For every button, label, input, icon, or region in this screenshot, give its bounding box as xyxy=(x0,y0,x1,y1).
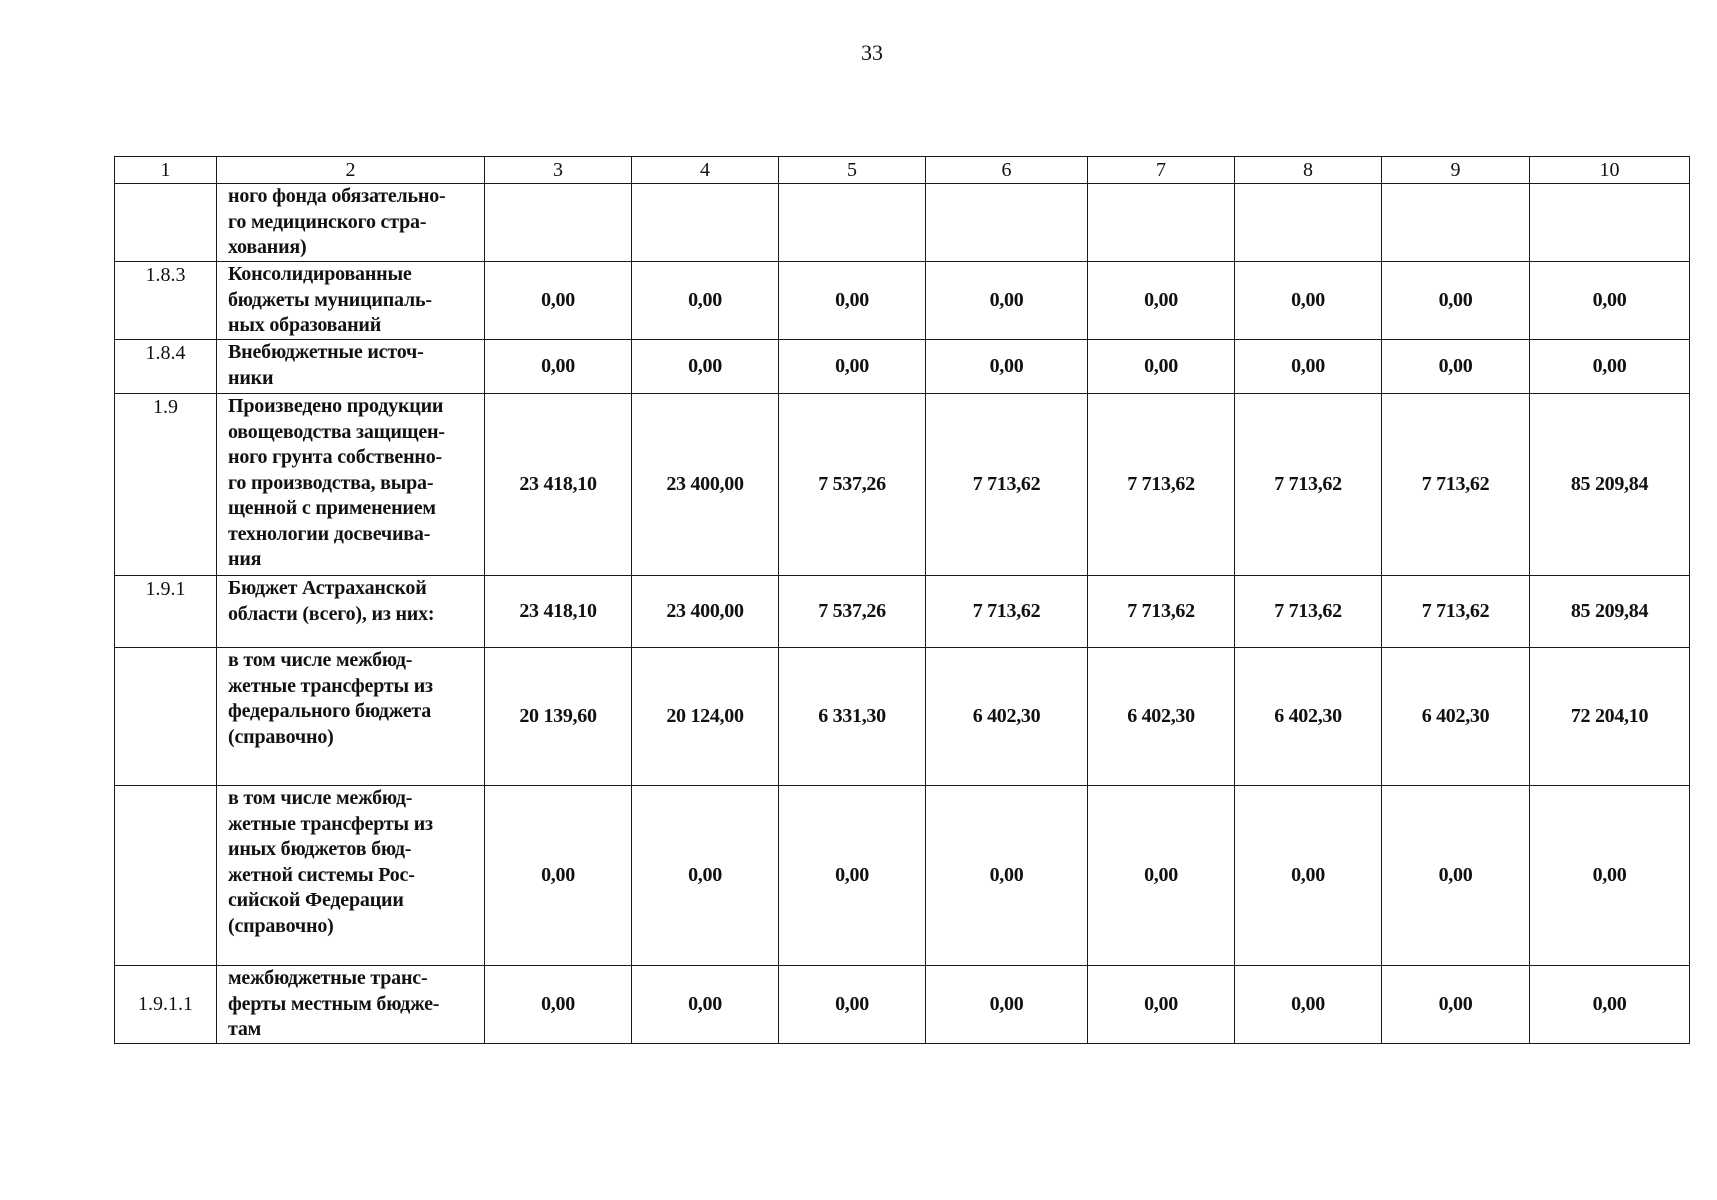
row-name-line: Бюджет Астраханской xyxy=(228,577,427,599)
row-name-line: иных бюджетов бюд- xyxy=(228,838,412,860)
value-cell: 7 713,62 xyxy=(1235,394,1382,576)
value-cell: 0,00 xyxy=(485,262,632,340)
table-row xyxy=(115,394,1690,576)
value-cell: 0,00 xyxy=(632,966,779,1044)
row-name-cell xyxy=(217,184,485,262)
row-name-line: Внебюджетные источ- xyxy=(228,341,424,363)
row-name-cell xyxy=(217,786,485,966)
value-cell: 20 124,00 xyxy=(632,648,779,786)
row-code-cell: 1.8.4 xyxy=(115,340,217,394)
column-number-row xyxy=(115,157,1690,184)
column-header: 5 xyxy=(779,157,926,184)
row-name-line: области (всего), из них: xyxy=(228,602,435,625)
value-cell: 0,00 xyxy=(1382,262,1530,340)
page-number: 33 xyxy=(861,40,883,65)
row-name-line: Консолидированные xyxy=(228,263,412,285)
table-row xyxy=(115,340,1690,394)
column-header: 7 xyxy=(1088,157,1235,184)
column-header: 1 xyxy=(115,157,217,184)
value-cell xyxy=(1382,184,1530,262)
row-name-cell xyxy=(217,966,485,1044)
value-cell xyxy=(1530,184,1690,262)
row-code-cell: 1.9 xyxy=(115,394,217,576)
budget-table-container xyxy=(114,156,1690,1044)
value-cell: 0,00 xyxy=(632,262,779,340)
budget-table xyxy=(114,156,1690,1044)
table-row xyxy=(115,576,1690,648)
value-cell: 0,00 xyxy=(485,786,632,966)
value-cell: 0,00 xyxy=(779,262,926,340)
row-name-line: в том числе межбюд- xyxy=(228,649,413,671)
column-header: 6 xyxy=(926,157,1088,184)
value-cell: 0,00 xyxy=(1382,340,1530,394)
value-cell: 7 713,62 xyxy=(1382,394,1530,576)
row-name-line: сийской Федерации xyxy=(228,889,404,911)
value-cell: 72 204,10 xyxy=(1530,648,1690,786)
row-code-cell: 1.9.1 xyxy=(115,576,217,648)
row-name-line: овощеводства защищен- xyxy=(228,420,445,443)
value-cell: 6 402,30 xyxy=(1382,648,1530,786)
value-cell: 0,00 xyxy=(926,786,1088,966)
value-cell: 0,00 xyxy=(485,966,632,1044)
value-cell: 0,00 xyxy=(485,340,632,394)
row-name-line: го производства, выра- xyxy=(228,471,434,494)
column-header: 8 xyxy=(1235,157,1382,184)
row-name-line: (справочно) xyxy=(228,914,334,937)
value-cell: 7 537,26 xyxy=(779,394,926,576)
row-name-line: ники xyxy=(228,366,274,389)
value-cell xyxy=(1088,184,1235,262)
row-name-line: жетные трансферты из xyxy=(228,674,433,697)
value-cell: 0,00 xyxy=(1235,262,1382,340)
value-cell: 7 713,62 xyxy=(1088,576,1235,648)
value-cell: 0,00 xyxy=(779,966,926,1044)
value-cell: 0,00 xyxy=(1530,786,1690,966)
value-cell xyxy=(485,184,632,262)
row-name-cell xyxy=(217,262,485,340)
value-cell xyxy=(926,184,1088,262)
value-cell: 7 537,26 xyxy=(779,576,926,648)
row-name-line: жетные трансферты из xyxy=(228,812,433,835)
column-header: 4 xyxy=(632,157,779,184)
row-name-line: го медицинского стра- xyxy=(228,210,427,233)
value-cell: 7 713,62 xyxy=(1088,394,1235,576)
column-header: 9 xyxy=(1382,157,1530,184)
table-row xyxy=(115,786,1690,966)
value-cell: 23 418,10 xyxy=(485,576,632,648)
value-cell: 0,00 xyxy=(779,786,926,966)
row-name-line: (справочно) xyxy=(228,725,334,748)
value-cell xyxy=(779,184,926,262)
row-name-line: ных образований xyxy=(228,314,382,336)
value-cell: 0,00 xyxy=(779,340,926,394)
value-cell: 0,00 xyxy=(1530,340,1690,394)
row-name-line: межбюджетные транс- xyxy=(228,967,428,989)
value-cell: 0,00 xyxy=(1382,786,1530,966)
value-cell: 0,00 xyxy=(1235,786,1382,966)
value-cell: 0,00 xyxy=(1088,966,1235,1044)
row-name-line: в том числе межбюд- xyxy=(228,787,413,809)
value-cell: 0,00 xyxy=(926,966,1088,1044)
value-cell: 0,00 xyxy=(1530,966,1690,1044)
value-cell: 85 209,84 xyxy=(1530,394,1690,576)
value-cell: 6 402,30 xyxy=(1088,648,1235,786)
row-name-line: ния xyxy=(228,548,262,570)
row-code-cell: 1.8.3 xyxy=(115,262,217,340)
value-cell: 7 713,62 xyxy=(1382,576,1530,648)
value-cell: 7 713,62 xyxy=(1235,576,1382,648)
row-name-line: ного фонда обязательно- xyxy=(228,185,446,207)
value-cell: 0,00 xyxy=(1382,966,1530,1044)
value-cell: 85 209,84 xyxy=(1530,576,1690,648)
row-name-line: там xyxy=(228,1018,262,1040)
value-cell: 6 402,30 xyxy=(1235,648,1382,786)
row-code-cell xyxy=(115,648,217,786)
value-cell: 0,00 xyxy=(1530,262,1690,340)
value-cell xyxy=(1235,184,1382,262)
value-cell: 20 139,60 xyxy=(485,648,632,786)
row-name-cell xyxy=(217,394,485,576)
table-row xyxy=(115,262,1690,340)
table-body xyxy=(115,184,1690,1044)
value-cell: 23 400,00 xyxy=(632,394,779,576)
table-row xyxy=(115,184,1690,262)
value-cell: 0,00 xyxy=(1088,340,1235,394)
value-cell: 0,00 xyxy=(926,262,1088,340)
row-name-line: ного грунта собственно- xyxy=(228,446,443,468)
column-header: 10 xyxy=(1530,157,1690,184)
column-header: 3 xyxy=(485,157,632,184)
row-name-line: Произведено продукции xyxy=(228,395,444,417)
row-name-line: бюджеты муниципаль- xyxy=(228,288,432,311)
table-row xyxy=(115,966,1690,1044)
row-name-line: федерального бюджета xyxy=(228,700,432,722)
row-name-line: хования) xyxy=(228,236,307,258)
row-name-line: жетной системы Рос- xyxy=(228,863,415,886)
column-header: 2 xyxy=(217,157,485,184)
value-cell: 6 331,30 xyxy=(779,648,926,786)
value-cell: 0,00 xyxy=(632,340,779,394)
value-cell: 0,00 xyxy=(632,786,779,966)
value-cell: 0,00 xyxy=(926,340,1088,394)
value-cell: 0,00 xyxy=(1088,262,1235,340)
value-cell xyxy=(632,184,779,262)
value-cell: 6 402,30 xyxy=(926,648,1088,786)
value-cell: 0,00 xyxy=(1235,340,1382,394)
row-code-cell xyxy=(115,786,217,966)
row-name-line: ферты местным бюдже- xyxy=(228,992,440,1015)
value-cell: 7 713,62 xyxy=(926,394,1088,576)
row-code-cell xyxy=(115,184,217,262)
table-row xyxy=(115,648,1690,786)
row-name-line: технологии досвечива- xyxy=(228,522,431,545)
value-cell: 0,00 xyxy=(1088,786,1235,966)
value-cell: 0,00 xyxy=(1235,966,1382,1044)
value-cell: 23 400,00 xyxy=(632,576,779,648)
row-name-cell xyxy=(217,648,485,786)
row-name-cell xyxy=(217,576,485,648)
row-code-cell: 1.9.1.1 xyxy=(115,966,217,1044)
value-cell: 7 713,62 xyxy=(926,576,1088,648)
row-name-line: щенной с применением xyxy=(228,497,436,519)
row-name-cell xyxy=(217,340,485,394)
value-cell: 23 418,10 xyxy=(485,394,632,576)
